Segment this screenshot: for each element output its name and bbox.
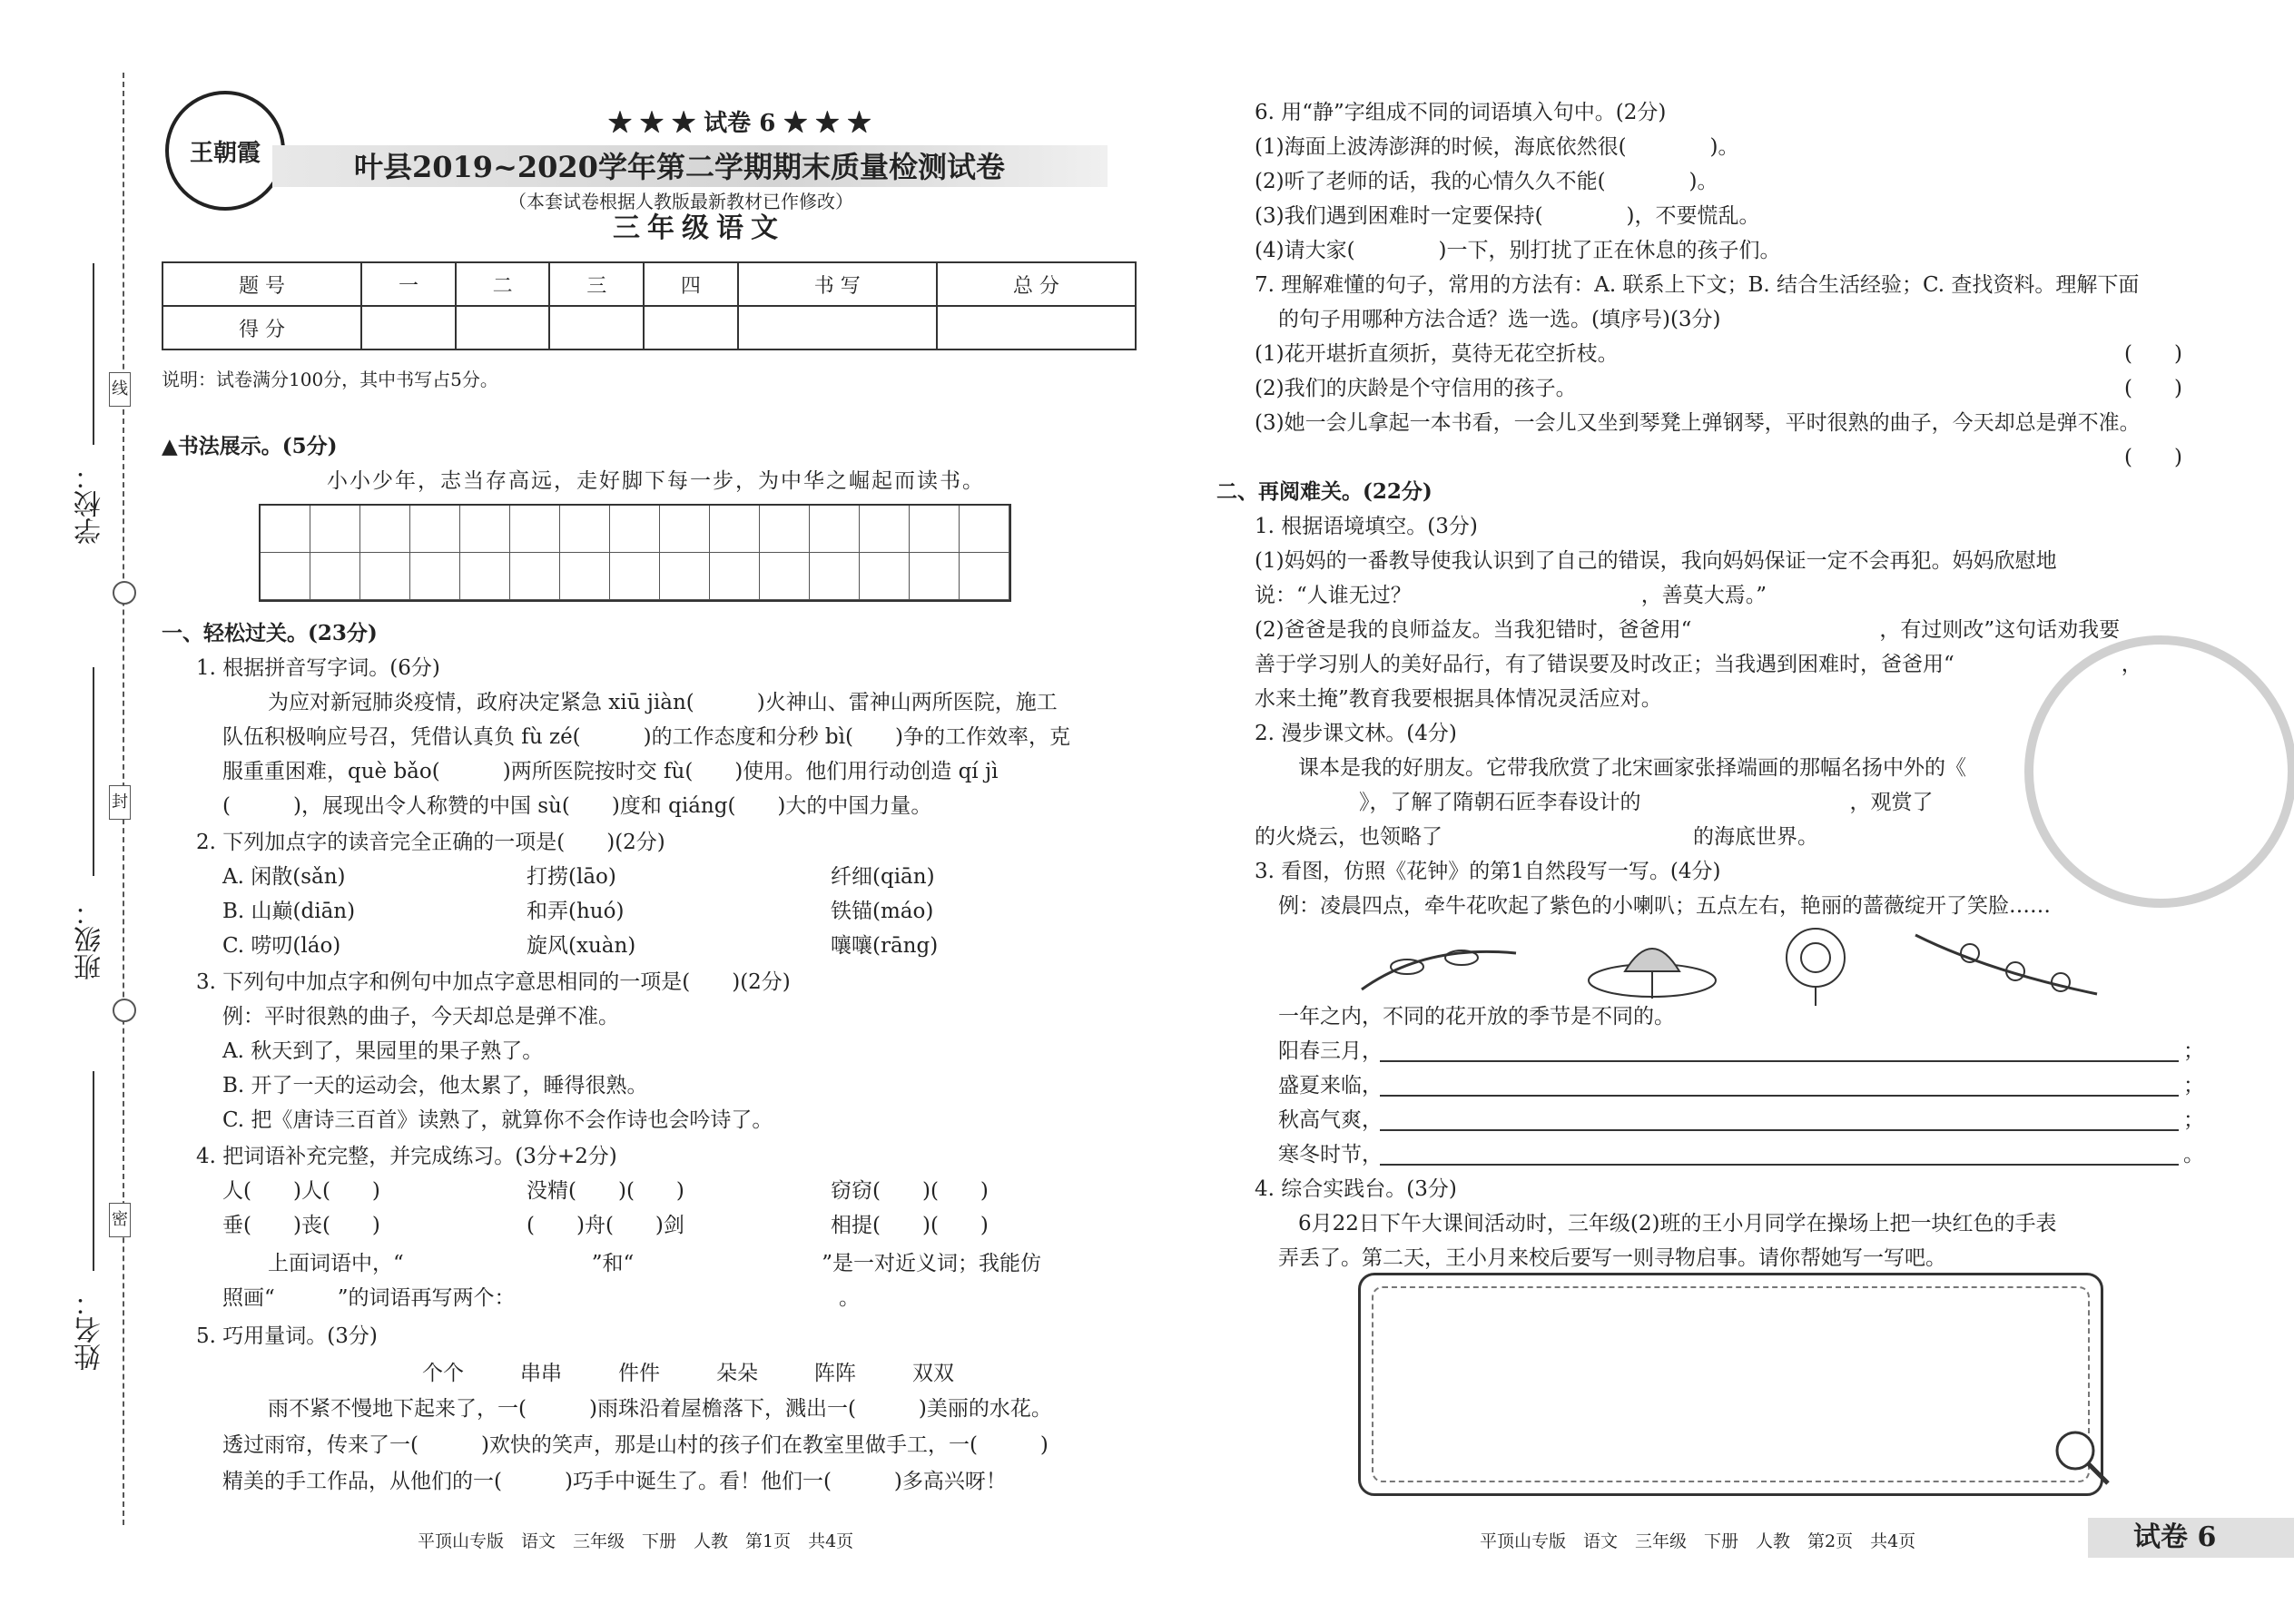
watermark-seal — [2024, 635, 2294, 908]
binding-mark-secret: 密 — [109, 1203, 131, 1237]
notice-answer-box[interactable] — [1358, 1273, 2103, 1496]
p2q3-season-label: 阳春三月， — [1278, 1039, 1383, 1063]
p2q1-title: 1. 根据语境填空。(3分) — [1255, 515, 1478, 538]
q2-option: 纤细(qiān) — [831, 865, 935, 889]
q3-title: 3. 下列句中加点字和例句中加点字意思相同的一项是( )(2分) — [196, 970, 791, 994]
q6-item[interactable]: (3)我们遇到困难时一定要保持( )，不要慌乱。 — [1255, 204, 1760, 228]
p2q1-line[interactable]: 说：“人谁无过？ ，善莫大焉。” — [1255, 584, 1767, 607]
q4-title: 4. 把词语补充完整，并完成练习。(3分+2分) — [196, 1145, 617, 1168]
name-label: 姓名： — [74, 1289, 106, 1371]
q7-answer-paren[interactable]: ( ) — [2124, 377, 2182, 400]
q5-word: 个个 — [422, 1362, 464, 1385]
p2q2-line[interactable]: 课本是我的好朋友。它带我欣赏了北宋画家张择端画的那幅名扬中外的《 — [1298, 756, 2133, 780]
score-header-cell: 题 号 — [162, 262, 361, 306]
score-input-cell[interactable] — [644, 306, 738, 349]
exam-title: 叶县2019~2020学年第二学期期末质量检测试卷 — [354, 150, 1005, 184]
p2q3-answer-line[interactable] — [1380, 1060, 2179, 1062]
q4-word[interactable]: 没精( )( ) — [527, 1179, 684, 1203]
q2-option[interactable]: B. 山巅(diān) — [222, 900, 356, 923]
q1-line: 为应对新冠肺炎疫情，政府决定紧急 xiū jiàn( )火神山、雷神山两所医院，施工 — [268, 691, 1058, 714]
q2-option: 打捞(lāo) — [527, 865, 616, 889]
q5-line[interactable]: 雨不紧不慢地下起来了，一( )雨珠沿着屋檐落下，溅出一( )美丽的水花。 — [268, 1397, 1052, 1421]
p2q3-answer-line[interactable] — [1380, 1164, 2179, 1166]
flower-branch-icon — [1362, 950, 1516, 989]
score-table — [162, 261, 1137, 350]
p2q1-line: (1)妈妈的一番教导使我认识到了自己的错误，我向妈妈保证一定不会再犯。妈妈欣慰地 — [1255, 549, 2057, 573]
q2-title: 2. 下列加点字的读音完全正确的一项是( )(2分) — [196, 831, 665, 854]
q5-title: 5. 巧用量词。(3分) — [196, 1324, 378, 1348]
q2-option[interactable]: A. 闲散(sǎn) — [222, 865, 346, 889]
q4-line[interactable]: 上面词语中，“ ”和“ ”是一对近义词；我能仿 — [268, 1252, 1042, 1275]
notice-answer-inner — [1372, 1286, 2090, 1482]
score-header-cell: 三 — [549, 262, 644, 306]
binding-hole-icon — [113, 999, 136, 1022]
score-header-cell: 四 — [644, 262, 738, 306]
q2-option[interactable]: C. 唠叨(láo) — [222, 934, 341, 958]
q5-word: 件件 — [618, 1362, 660, 1385]
p2q1-line[interactable]: 善于学习别人的美好品行，有了错误要及时改正；当我遇到困难时，爸爸用“ ， — [1255, 653, 2142, 676]
score-input-cell[interactable] — [456, 306, 550, 349]
exam-subtitle: （本套试卷根据人教版最新教材已作修改） — [508, 191, 853, 212]
q5-word-bank — [422, 1356, 954, 1386]
magnifier-icon — [2050, 1425, 2113, 1489]
p2q3-example: 例：凌晨四点，牵牛花吹起了紫色的小喇叭；五点左右，艳丽的蔷薇绽开了笑脸…… — [1278, 894, 2051, 918]
q1-line: ( )，展现出令人称赞的中国 sù( )度和 qiáng( )大的中国力量。 — [222, 794, 932, 818]
score-header-cell: 书 写 — [738, 262, 937, 306]
q2-option: 和弄(huó) — [527, 900, 625, 923]
class-field[interactable] — [93, 667, 94, 876]
p2q3-answer-line[interactable] — [1380, 1095, 2179, 1097]
binding-mark-line: 线 — [109, 372, 131, 407]
plum-blossom-icon — [1915, 935, 2097, 994]
q4-word[interactable]: 相提( )( ) — [831, 1214, 989, 1237]
q4-line[interactable]: 照画“ ”的词语再写两个： 。 — [222, 1286, 861, 1310]
footer-badge: 试卷 6 — [2133, 1521, 2217, 1553]
score-header-cell: 二 — [456, 262, 550, 306]
q3-example: 例：平时很熟的曲子，今天却总是弹不准。 — [222, 1005, 619, 1029]
p2q3-season-label: 寒冬时节， — [1278, 1143, 1383, 1166]
q7-title-cont: 的句子用哪种方法合适？选一选。(填序号)(3分) — [1278, 308, 1721, 331]
p2q1-line: 水来土掩”教育我要根据具体情况灵活应对。 — [1255, 687, 1662, 711]
exam-note: 说明：试卷满分100分，其中书写占5分。 — [162, 369, 498, 390]
q6-item[interactable]: (1)海面上波涛澎湃的时候，海底依然很( )。 — [1255, 135, 1739, 159]
q6-item[interactable]: (4)请大家( )一下，别打扰了正在休息的孩子们。 — [1255, 239, 1781, 262]
p2q3-line-end: ； — [2183, 1108, 2204, 1132]
q6-item[interactable]: (2)听了老师的话，我的心情久久不能( )。 — [1255, 170, 1718, 193]
q3-option-a[interactable]: A. 秋天到了，果园里的果子熟了。 — [222, 1039, 544, 1063]
flower-illustrations — [1353, 917, 2133, 1008]
q5-word: 朵朵 — [716, 1362, 758, 1385]
school-label: 学校： — [74, 463, 106, 545]
binding-mark-seal: 封 — [109, 785, 131, 820]
calligraphy-heading: ▲书法展示。(5分) — [162, 434, 338, 458]
chrysanthemum-icon — [1787, 929, 1845, 1006]
q6-title: 6. 用“静”字组成不同的词语填入句中。(2分) — [1255, 101, 1667, 124]
q3-option-c[interactable]: C. 把《唐诗三百首》读熟了，就算你不会作诗也会吟诗了。 — [222, 1108, 773, 1132]
p2q3-season-label: 盛夏来临， — [1278, 1074, 1383, 1097]
score-input-cell[interactable] — [549, 306, 644, 349]
part1-heading: 一、轻松过关。(23分) — [162, 621, 378, 645]
q2-option: 铁锚(máo) — [831, 900, 934, 923]
footer-left: 平顶山专版 语文 三年级 下册 人教 第1页 共4页 — [418, 1531, 854, 1551]
p2q3-line-end: 。 — [2183, 1143, 2204, 1166]
q7-item: (2)我们的庆龄是个守信用的孩子。 — [1255, 377, 1577, 400]
calligraphy-sentence: 小小少年，志当存高远，走好脚下每一步，为中华之崛起而读书。 — [327, 469, 985, 493]
q5-line[interactable]: 精美的手工作品，从他们的一( )巧手中诞生了。看！他们一( )多高兴呀！ — [222, 1470, 1007, 1493]
q4-word[interactable]: 垂( )丧( ) — [222, 1214, 380, 1237]
p2q3-intro: 一年之内，不同的花开放的季节是不同的。 — [1278, 1005, 1675, 1029]
q3-option-b[interactable]: B. 开了一天的运动会，他太累了，睡得很熟。 — [222, 1074, 648, 1097]
logo-text: 王朝霞 — [189, 139, 261, 167]
name-field[interactable] — [93, 1071, 94, 1271]
score-input-cell[interactable] — [738, 306, 937, 349]
p2q3-season-label: 秋高气爽， — [1278, 1108, 1383, 1132]
p2q2-line[interactable]: 的火烧云，也领略了 的海底世界。 — [1255, 825, 1818, 849]
q5-word: 串串 — [520, 1362, 562, 1385]
q4-word[interactable]: ( )舟( )剑 — [527, 1214, 684, 1237]
q7-answer-paren[interactable]: ( ) — [2124, 342, 2182, 366]
score-header-cell: 一 — [361, 262, 456, 306]
footer-right: 平顶山专版 语文 三年级 下册 人教 第2页 共4页 — [1480, 1531, 1916, 1551]
p2q3-answer-line[interactable] — [1380, 1129, 2179, 1131]
exam-number-title: ★ ★ ★ 试卷 6 ★ ★ ★ — [608, 110, 871, 137]
publisher-logo — [165, 91, 285, 211]
score-header-cell: 总 分 — [937, 262, 1136, 306]
school-field[interactable] — [93, 263, 94, 445]
p2q3-title: 3. 看图，仿照《花钟》的第1自然段写一写。(4分) — [1255, 860, 1721, 883]
exam-subject: 三年级语文 — [613, 212, 785, 244]
q1-line: 服重重困难，què bǎo( )两所医院按时交 fù( )使用。他们用行动创造 qí jì — [222, 760, 999, 783]
q1-line: 队伍积极响应号召，凭借认真负 fù zé( )的工作态度和分秒 bì( )争的工作效率，克 — [222, 725, 1070, 749]
score-row-label: 得 分 — [162, 306, 361, 349]
p2q4-line: 弄丢了。第二天，王小月来校后要写一则寻物启事。请你帮她写一写吧。 — [1278, 1246, 1946, 1270]
score-input-cell[interactable] — [937, 306, 1136, 349]
q4-word[interactable]: 人( )人( ) — [222, 1179, 380, 1203]
p2q2-line[interactable]: 》，了解了隋朝石匠李春设计的 ，观赏了 — [1255, 791, 2184, 814]
p2q4-line: 6月22日下午大课间活动时，三年级(2)班的王小月同学在操场上把一块红色的手表 — [1298, 1212, 2057, 1235]
q2-option: 嚷嚷(rāng) — [831, 934, 939, 958]
binding-hole-icon — [113, 581, 136, 605]
p2q2-title: 2. 漫步课文林。(4分) — [1255, 722, 1457, 745]
class-label: 班级： — [74, 899, 106, 980]
q4-word[interactable]: 窃窃( )( ) — [831, 1179, 989, 1203]
p2q1-line[interactable]: (2)爸爸是我的良师益友。当我犯错时，爸爸用“ ，有过则改”这句话劝我要 — [1255, 618, 2121, 642]
q5-word: 双双 — [912, 1362, 954, 1385]
q7-item: (1)花开堪折直须折，莫待无花空折枝。 — [1255, 342, 1619, 366]
q2-option: 旋风(xuàn) — [527, 934, 636, 958]
p2q3-line-end: ； — [2183, 1074, 2204, 1097]
q5-word: 阵阵 — [814, 1362, 856, 1385]
q7-title: 7. 理解难懂的句子，常用的方法有：A. 联系上下文；B. 结合生活经验；C. 查找资料。理解下面 — [1255, 273, 2140, 297]
q7-answer-paren[interactable]: ( ) — [2124, 446, 2182, 469]
calligraphy-writing-grid[interactable] — [259, 504, 1011, 602]
q5-line[interactable]: 透过雨帘，传来了一( )欢快的笑声，那是山村的孩子们在教室里做手工，一( ) — [222, 1433, 1049, 1457]
p2q4-title: 4. 综合实践台。(3分) — [1255, 1177, 1457, 1201]
q7-item: (3)她一会儿拿起一本书看，一会儿又坐到琴凳上弹钢琴，平时很熟的曲子，今天却总是弹不准。 — [1255, 411, 2141, 435]
score-input-cell[interactable] — [361, 306, 456, 349]
lotus-pond-icon — [1589, 949, 1716, 999]
part2-heading: 二、再阅难关。(22分) — [1216, 479, 1433, 504]
q1-title: 1. 根据拼音写字词。(6分) — [196, 656, 440, 680]
p2q3-line-end: ； — [2183, 1039, 2204, 1063]
